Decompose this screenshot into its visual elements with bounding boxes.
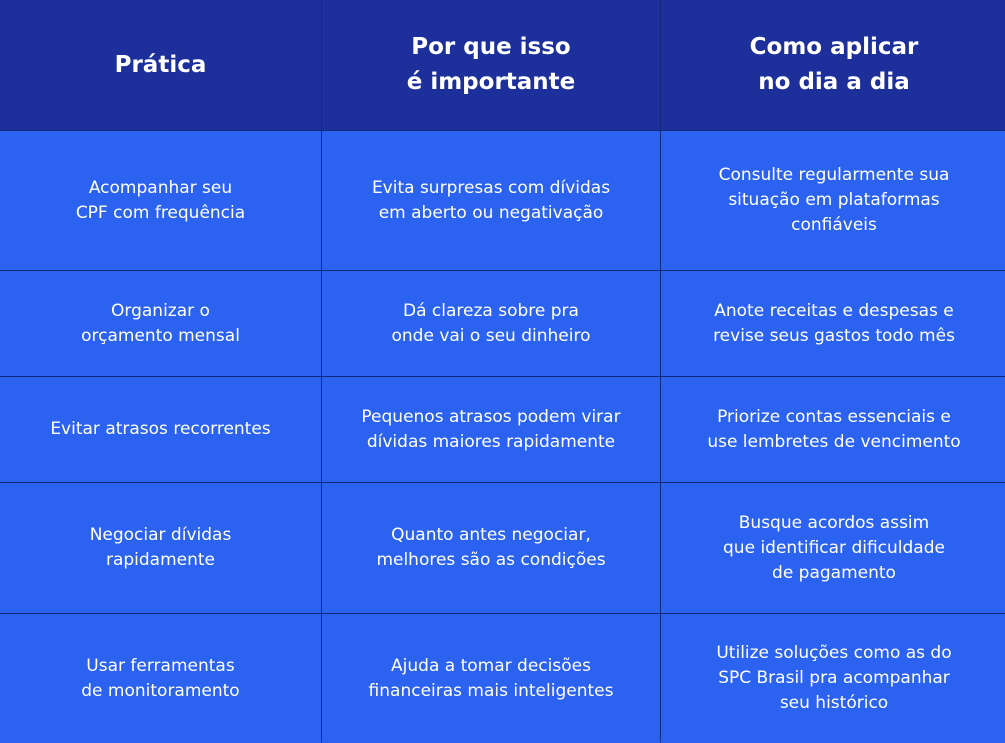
cell-text: Consulte regularmente sua situação em plataformas confiáveis <box>718 165 950 235</box>
cell-text: Quanto antes negociar, melhores são as condições <box>376 525 606 570</box>
table-cell-how <box>661 271 1005 376</box>
table-cell-how <box>661 483 1005 613</box>
header-how-label: Como aplicar no dia a dia <box>749 34 919 95</box>
table-cell-why <box>322 483 660 613</box>
table-cell-why <box>322 377 660 482</box>
header-cell-how <box>661 0 1005 130</box>
cell-text: Acompanhar seu CPF com frequência <box>75 177 246 223</box>
header-why-label: Por que isso é importante <box>406 34 576 95</box>
cell-text: Ajuda a tomar decisões financeiras mais inteligentes <box>368 655 614 701</box>
cell-text: Priorize contas essenciais e use lembretes de vencimento <box>707 406 961 452</box>
cell-text: Dá clareza sobre pra onde vai o seu dinheiro <box>391 300 591 346</box>
header-cell-practice <box>0 0 321 130</box>
cell-text: Pequenos atrasos podem virar dívidas maiores rapidamente <box>361 406 621 452</box>
cell-text: Anote receitas e despesas e revise seus gastos todo mês <box>713 300 955 346</box>
table-cell-practice <box>0 614 321 743</box>
table-cell-how <box>661 377 1005 482</box>
cell-text: Usar ferramentas de monitoramento <box>81 655 240 701</box>
table-cell-practice <box>0 377 321 482</box>
header-cell-why <box>322 0 660 130</box>
cell-text: Evita surpresas com dívidas em aberto ou negativação <box>371 177 611 223</box>
table-cell-practice <box>0 483 321 613</box>
table-cell-how <box>661 131 1005 270</box>
cell-text: Negociar dívidas rapidamente <box>89 525 232 570</box>
table-cell-how <box>661 614 1005 743</box>
cell-text: Busque acordos assim que identificar dificuldade de pagamento <box>723 512 945 583</box>
table-cell-practice <box>0 131 321 270</box>
table-cell-why <box>322 131 660 270</box>
table-cell-practice <box>0 271 321 376</box>
cell-text: Organizar o orçamento mensal <box>81 300 240 346</box>
cell-text: Utilize soluções como as do SPC Brasil pra acompanhar seu histórico <box>716 643 952 713</box>
table-cell-why <box>322 271 660 376</box>
table-cell-why <box>322 614 660 743</box>
cell-text: Evitar atrasos recorrentes <box>50 419 271 439</box>
header-practice-label: Prática <box>114 51 207 78</box>
